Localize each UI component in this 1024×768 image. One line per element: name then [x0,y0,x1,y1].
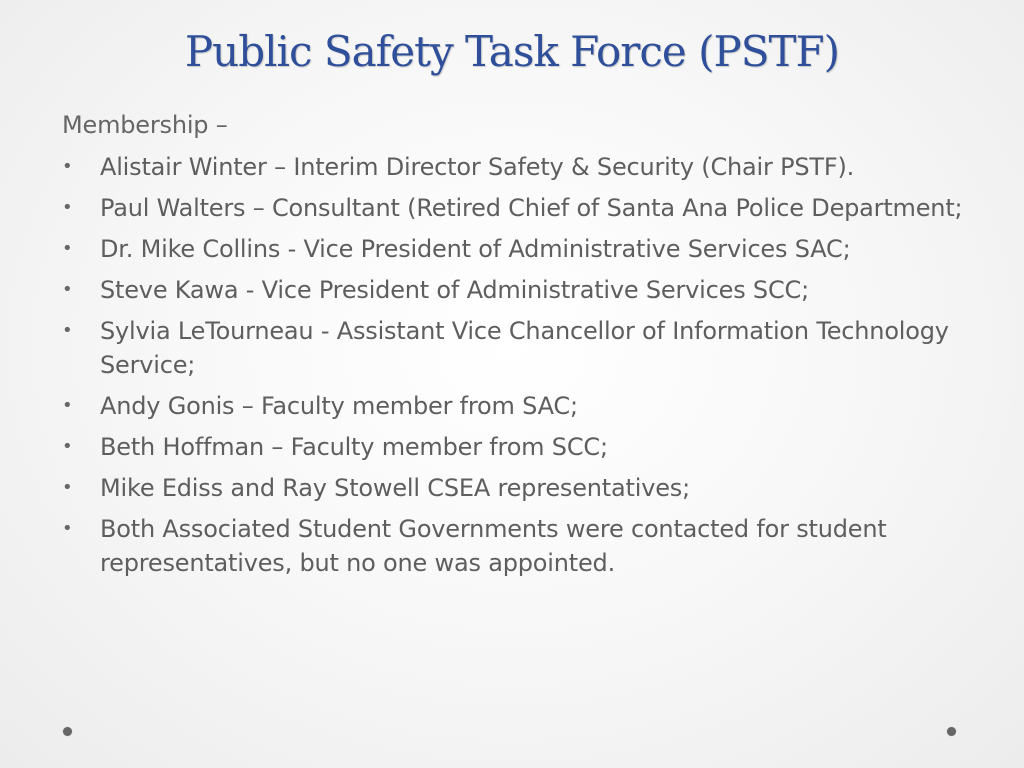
member-text: Mike Ediss and Ray Stowell CSEA representatives; [100,474,690,502]
member-text: Both Associated Student Governments were contacted for student representatives, but no one was appointed. [100,515,887,577]
member-text: Beth Hoffman – Faculty member from SCC; [100,433,608,461]
bullet-icon: • [62,279,73,300]
member-text: Dr. Mike Collins - Vice President of Administrative Services SAC; [100,235,851,263]
bullet-icon: • [62,518,73,539]
bullet-icon: • [62,197,73,218]
membership-list [62,150,982,580]
bullet-icon: • [62,436,73,457]
member-text: Paul Walters – Consultant (Retired Chief of Santa Ana Police Department; [100,194,963,222]
bullet-icon: • [62,395,73,416]
member-text: Sylvia LeTourneau - Assistant Vice Chancellor of Information Technology Service; [100,317,949,379]
decorative-dot-left [63,727,72,736]
bullet-icon: • [62,477,73,498]
list-item [62,512,982,580]
membership-intro: Membership – [62,111,228,139]
member-text: Alistair Winter – Interim Director Safety & Security (Chair PSTF). [100,153,855,181]
list-item [62,150,982,184]
list-item [62,389,982,423]
list-item [62,273,982,307]
bullet-icon: • [62,238,73,259]
page-title: Public Safety Task Force (PSTF) [184,27,840,76]
bullet-icon: • [62,156,73,177]
bullet-icon: • [62,320,73,341]
list-item [62,191,982,225]
list-item [62,471,982,505]
member-text: Andy Gonis – Faculty member from SAC; [100,392,578,420]
list-item [62,314,982,382]
membership-content [62,108,982,587]
list-item [62,232,982,266]
decorative-dot-right [947,727,956,736]
list-item [62,430,982,464]
member-text: Steve Kawa - Vice President of Administrative Services SCC; [100,276,809,304]
